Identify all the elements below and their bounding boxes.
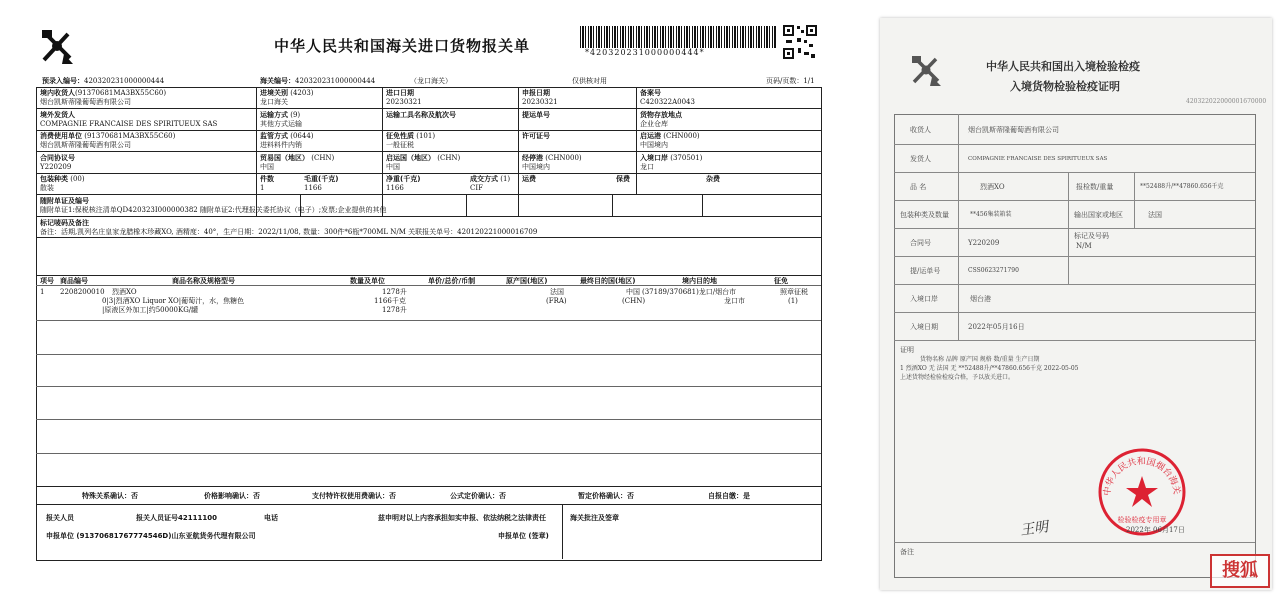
cert-bill-value: CSS0623271790 — [968, 267, 1019, 274]
goods-origin: 法国 — [550, 288, 564, 296]
cert-proof-line: 1 烈酒XO 无 法国 无 **52488升/**47860.656千克 2022-05-05 — [900, 365, 1079, 372]
trade-country-label: 贸易国（地区） — [260, 154, 309, 162]
watermark-logo: 搜狐 — [1210, 554, 1270, 588]
cert-package-value: **456集装箱装 — [970, 211, 1012, 218]
cert-origin-value: 法国 — [1148, 211, 1162, 219]
agent-seal: 申报单位 (签章) — [498, 532, 549, 540]
cert-issue-date: 2022年 06月17日 — [1126, 526, 1185, 534]
entry-port-label: 进境关别 — [260, 89, 288, 97]
goods-levy-code: (1) — [788, 297, 798, 305]
cert-proof-header: 货物名称 品牌 原产国 规格 数/重量 生产日期 — [920, 356, 1040, 363]
bill-no-label: 提运单号 — [522, 111, 550, 119]
goods-spec-line1: 0|3|烈酒XO Liquor XO|葡萄汁，水，焦糖色 — [102, 297, 245, 305]
contract-value: Y220209 — [40, 163, 72, 171]
net-value: 1166 — [386, 184, 404, 192]
transit-port-code: (CHN000) — [545, 154, 582, 162]
net-label: 净重(千克) — [386, 175, 421, 183]
insurance-label: 保费 — [616, 175, 630, 183]
official-seal — [1096, 446, 1188, 538]
goods-name: 烈酒XO — [112, 288, 137, 296]
pieces-label: 件数 — [260, 175, 274, 183]
royalty-confirm: 支付特许权使用费确认：否 — [312, 492, 396, 500]
goods-origin-code: (FRA) — [546, 297, 567, 305]
misc-label: 杂费 — [706, 175, 720, 183]
special-relation-confirm: 特殊关系确认：否 — [82, 492, 138, 500]
entry-port-code: (4203) — [290, 89, 314, 97]
transit-port-label: 经停港 — [522, 154, 543, 162]
entry-point-code: (370501) — [670, 154, 703, 162]
goods-header-final-dest: 最终目的国(地区) — [580, 277, 636, 285]
pre-entry-label: 预录入编号： — [42, 77, 84, 85]
cert-qty-label: 报检数/重量 — [1076, 183, 1114, 191]
cert-statement: 上述货物经检验检疫合格，予以放关进口。 — [900, 374, 1015, 381]
trade-country-value: 中国 — [260, 163, 274, 171]
declare-date-label: 申报日期 — [522, 89, 550, 97]
agent-unit: 申报单位 (91370681767774546D)山东亚航货务代理有限公司 — [46, 532, 256, 540]
seal-sub-text: 检验检疫专用章 — [1117, 516, 1167, 524]
consignee-label: 境内收货人 — [40, 89, 75, 97]
import-date-value: 20230321 — [386, 98, 422, 106]
customs-no-label: 海关编号： — [260, 77, 295, 85]
cert-contract-value: Y220209 — [968, 239, 1000, 247]
formula-pricing-confirm: 公式定价确认：否 — [450, 492, 506, 500]
customs-declaration-form — [32, 20, 822, 565]
deal-mode-label: 成交方式 — [470, 175, 498, 183]
cert-package-label: 包装种类及数量 — [900, 211, 949, 219]
goods-hs-code: 2208200010 — [60, 288, 105, 296]
license-label: 许可证号 — [522, 132, 550, 140]
goods-dest: 中国 — [626, 288, 640, 296]
cert-title-line2: 入境货物检验检疫证明 — [1010, 80, 1120, 93]
shipper-label: 境外发货人 — [40, 111, 75, 119]
consignee-name: 烟台凯斯蒂隆葡萄酒有限公司 — [40, 98, 131, 106]
cert-shipper-label: 发货人 — [910, 155, 931, 163]
shipper-value: COMPAGNIE FRANCAISE DES SPIRITUEUX SAS — [40, 120, 218, 128]
barcode-text: *420320231000000444* — [585, 48, 705, 57]
cert-qty-value: **52488升/**47860.656千克 — [1140, 183, 1224, 190]
declaration-statement: 兹申明对以上内容承担如实申报、依法纳税之法律责任 — [378, 514, 546, 522]
gross-label: 毛重(千克) — [304, 175, 339, 183]
consignee-code: (91370681MA3BX55C60) — [75, 89, 167, 97]
barcode — [580, 26, 776, 48]
transport-mode-label: 运输方式 — [260, 111, 288, 119]
goods-header-qty: 数量及单位 — [350, 277, 385, 285]
cert-goods-value: 烈酒XO — [980, 183, 1005, 191]
consumer-code: (91370681MA3BX55C60) — [84, 132, 176, 140]
package-code: (00) — [70, 175, 85, 183]
signature: 王明 — [1019, 519, 1050, 539]
cert-entry-port-label: 入境口岸 — [910, 295, 938, 303]
remarks-label: 标记唛码及备注 — [40, 219, 89, 227]
customs-emblem-icon — [40, 28, 74, 66]
levy-value: 一般征税 — [386, 141, 414, 149]
cert-shipper-value: COMPAGNIE FRANCAISE DES SPIRITUEUX SAS — [968, 156, 1108, 162]
freight-label: 运费 — [522, 175, 536, 183]
goods-domestic-dest-2: 龙口市 — [724, 297, 745, 305]
goods-header-levy: 征免 — [774, 277, 788, 285]
goods-spec-line2: |原液区外加工|约50000KG/罐 — [102, 306, 199, 314]
deal-mode-value: CIF — [470, 184, 483, 192]
transport-tool-label: 运输工具名称及航次号 — [386, 111, 456, 119]
storage-label: 货物存放地点 — [640, 111, 682, 119]
customs-no-value: 420320231000000444 — [295, 77, 376, 85]
inspection-certificate — [880, 18, 1272, 590]
consumer-name: 烟台凯斯蒂隆葡萄酒有限公司 — [40, 141, 131, 149]
cert-number: 420322022000001670000 — [1186, 98, 1267, 105]
contract-label: 合同协议号 — [40, 154, 75, 162]
goods-qty-3: 1278升 — [382, 306, 407, 314]
goods-levy: 照章征税 — [780, 288, 808, 296]
declarant-cert: 报关人员证号42111100 — [136, 514, 217, 522]
supervision-code: (0644) — [290, 132, 314, 140]
pieces-value: 1 — [260, 184, 265, 192]
depart-country-label: 启运国（地区） — [386, 154, 435, 162]
pre-entry-value: 420320231000000444 — [84, 77, 165, 85]
cert-proof-label: 证明 — [900, 346, 914, 354]
import-date-label: 进口日期 — [386, 89, 414, 97]
levy-code: (101) — [416, 132, 436, 140]
cert-entry-port-value: 烟台港 — [970, 295, 991, 303]
goods-qty-1: 1278升 — [382, 288, 407, 296]
origin-port-label: 启运港 — [640, 132, 661, 140]
cert-mark-value: N/M — [1076, 242, 1092, 250]
declaration-title: 中华人民共和国海关进口货物报关单 — [274, 37, 531, 55]
attached-label: 随附单证及编号 — [40, 197, 89, 205]
goods-header-domestic-dest: 境内目的地 — [682, 277, 717, 285]
self-report-confirm: 自报自缴：是 — [708, 492, 750, 500]
trade-country-code: (CHN) — [311, 154, 335, 162]
cert-consignee-label: 收货人 — [910, 126, 931, 134]
phone-label: 电话 — [264, 514, 278, 522]
cert-title-line1: 中华人民共和国出入境检验检疫 — [986, 60, 1140, 73]
cert-mark-label: 标记及号码 — [1074, 232, 1109, 240]
cert-remark-label: 备注 — [900, 548, 914, 556]
entry-point-label: 入境口岸 — [640, 154, 668, 162]
goods-header-origin: 原产国(地区) — [506, 277, 548, 285]
depart-country-value: 中国 — [386, 163, 400, 171]
entry-point-value: 龙口 — [640, 163, 654, 171]
goods-header-item-no: 项号 — [40, 277, 54, 285]
declare-date-value: 20230321 — [522, 98, 558, 106]
origin-port-code: (CHN000) — [663, 132, 700, 140]
cert-origin-label: 输出国家或地区 — [1074, 211, 1123, 219]
goods-qty-2: 1166千克 — [374, 297, 406, 305]
cert-entry-date-label: 入境日期 — [910, 323, 938, 331]
depart-country-code: (CHN) — [437, 154, 461, 162]
goods-domestic-dest: (37189/370681)龙口/烟台市 — [642, 288, 737, 296]
declarant-label: 报关人员 — [46, 514, 74, 522]
transport-mode-code: (9) — [290, 111, 301, 119]
cert-bill-label: 提/运单号 — [910, 267, 941, 275]
customs-note-label: 海关批注及签章 — [570, 514, 619, 522]
package-label: 包装种类 — [40, 175, 68, 183]
provisional-price-confirm: 暂定价格确认：否 — [578, 492, 634, 500]
storage-value: 企业仓库 — [640, 120, 668, 128]
record-no-value: C420322A0043 — [640, 98, 695, 106]
cert-consignee-value: 烟台凯斯蒂隆葡萄酒有限公司 — [968, 126, 1059, 134]
record-no-label: 备案号 — [640, 89, 661, 97]
remarks-value: 备注：活期,凯列名庄皇家龙腊橡木珍藏XO, 酒精度：40°，生产日期：2022/11/08, 数量：300件*6瓶*700ML N/M 关联报关单号：420120221000016709 — [40, 228, 538, 236]
qr-code-icon — [782, 24, 818, 60]
goods-dest-code: (CHN) — [622, 297, 646, 305]
inspection-emblem-icon — [910, 54, 942, 88]
verify-note: 仅供核对用 — [572, 77, 607, 85]
transit-port-value: 中国境内 — [522, 163, 550, 171]
gross-value: 1166 — [304, 184, 322, 192]
package-value: 散装 — [40, 184, 54, 192]
goods-header-hs-code: 商品编号 — [60, 277, 88, 285]
goods-header-price: 单价/总价/币制 — [428, 277, 476, 285]
cert-entry-date-value: 2022年05月16日 — [968, 323, 1025, 331]
supervision-label: 监管方式 — [260, 132, 288, 140]
entry-port-value: 龙口海关 — [260, 98, 288, 106]
deal-mode-code: (1) — [500, 175, 511, 183]
goods-header-name: 商品名称及规格型号 — [172, 277, 235, 285]
price-influence-confirm: 价格影响确认：否 — [204, 492, 260, 500]
page-indicator: 页码/页数：1/1 — [766, 77, 815, 85]
customs-office: （龙口海关） — [410, 77, 452, 85]
attached-value: 随附单证1:保税核注清单QD420323I000000382 随附单证2:代理报关委托协议（电子）;发票;企业提供的其他 — [40, 206, 387, 214]
levy-label: 征免性质 — [386, 132, 414, 140]
consumer-label: 消费使用单位 — [40, 132, 82, 140]
transport-mode-value: 其他方式运输 — [260, 120, 302, 128]
cert-contract-label: 合同号 — [910, 239, 931, 247]
origin-port-value: 中国境内 — [640, 141, 668, 149]
goods-item-no: 1 — [40, 288, 45, 296]
cert-goods-label: 品 名 — [910, 183, 927, 191]
seal-text: 中华人民共和国烟台海关 — [1102, 456, 1182, 497]
supervision-value: 进料料件内销 — [260, 141, 302, 149]
